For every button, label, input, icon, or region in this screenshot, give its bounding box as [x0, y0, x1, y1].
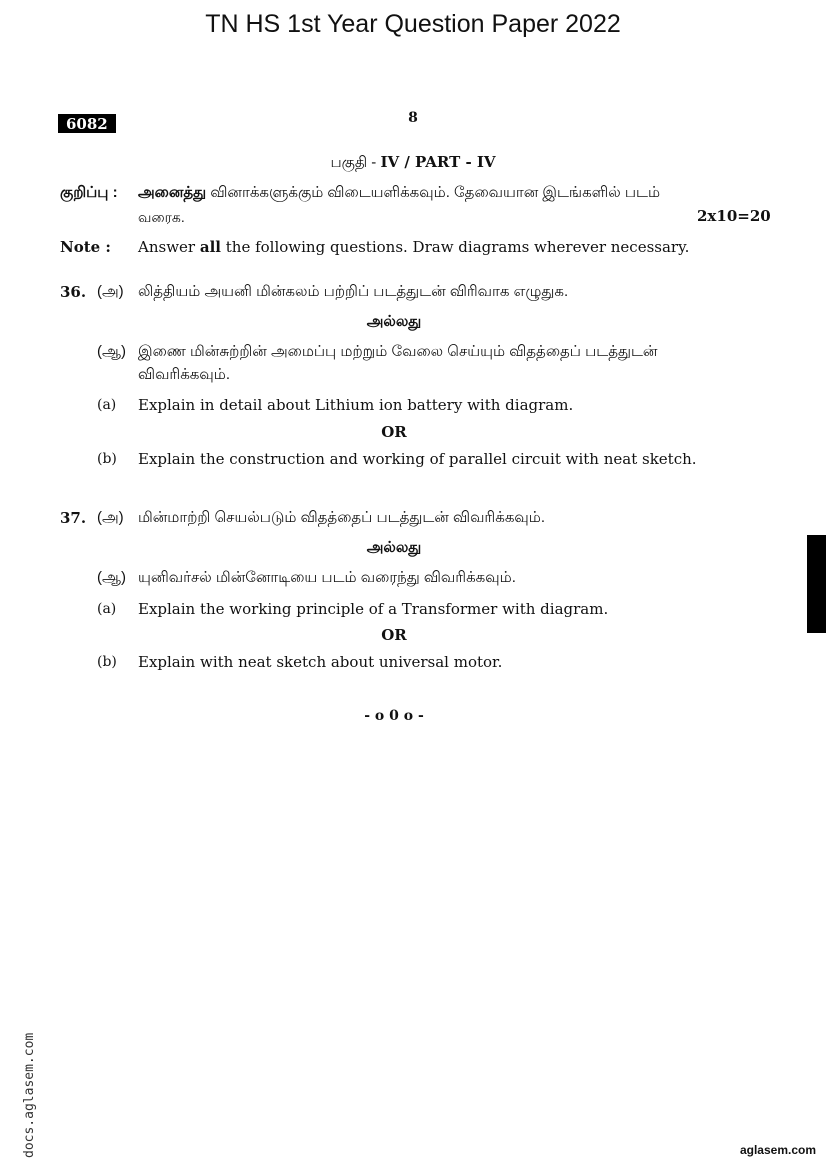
note-text-pre: Answer [138, 238, 200, 256]
part-heading [0, 153, 826, 173]
option-label-english-a: (a) [97, 397, 117, 413]
option-label-english-a: (a) [97, 601, 117, 617]
page-number: 8 [408, 110, 418, 126]
instruction-label-tamil: குறிப்பு : [60, 184, 118, 201]
question-english-b: Explain with neat sketch about universal motor. [138, 653, 503, 671]
question-tamil-b: யுனிவர்சல் மின்னோடியை படம் வரைந்து விவரிக்கவும். [138, 569, 516, 586]
part-heading-tamil: பகுதி - [330, 154, 381, 171]
question-number: 37. [60, 509, 87, 527]
or-divider-tamil: அல்லது [366, 313, 422, 330]
question-english-b: Explain the construction and working of parallel circuit with neat sketch. [138, 450, 697, 468]
footer-site-link[interactable]: aglasem.com [739, 1143, 816, 1157]
part-heading-english: IV / PART - IV [380, 153, 496, 171]
question-english-a: Explain the working principle of a Transformer with diagram. [138, 600, 609, 618]
page-edge-tab [807, 535, 826, 633]
question-tamil-a: மின்மாற்றி செயல்படும் விதத்தைப் படத்துடன் விவரிக்கவும். [138, 509, 546, 526]
question-tamil-b: இணை மின்சுற்றின் அமைப்பு மற்றும் வேலை செய்யும் விதத்தைப் படத்துடன் [138, 343, 658, 360]
note-text-bold: all [199, 238, 221, 256]
question-tamil-b-continued: விவரிக்கவும். [138, 366, 230, 383]
option-label-tamil-b: (ஆ) [97, 569, 126, 586]
instruction-text-tamil-line2: வரைக. [138, 209, 185, 225]
instruction-tamil-bold: அனைத்து [138, 184, 207, 201]
instruction-text-tamil-line1 [138, 184, 660, 203]
option-label-tamil-a: (அ) [97, 283, 124, 300]
note-text [138, 238, 689, 256]
or-divider-english: OR [381, 423, 407, 441]
option-label-tamil-a: (அ) [97, 509, 124, 526]
question-english-a: Explain in detail about Lithium ion battery with diagram. [138, 396, 574, 414]
option-label-english-b: (b) [97, 654, 117, 670]
paper-code-badge: 6082 [58, 114, 116, 133]
note-label: Note : [60, 238, 111, 256]
note-text-post: the following questions. Draw diagrams wherever necessary. [220, 238, 690, 256]
instruction-tamil-rest: வினாக்களுக்கும் விடையளிக்கவும். தேவையான இடங்களில் படம் [206, 184, 661, 201]
question-number: 36. [60, 283, 87, 301]
page-title: TN HS 1st Year Question Paper 2022 [205, 10, 621, 38]
or-divider-english: OR [381, 626, 407, 644]
or-divider-tamil: அல்லது [366, 539, 422, 556]
end-mark: - o 0 o - [364, 708, 424, 724]
watermark-text: docs.aglasem.com [22, 1032, 37, 1158]
option-label-tamil-b: (ஆ) [97, 343, 126, 360]
marks-allocation: 2x10=20 [697, 207, 771, 225]
question-tamil-a: லித்தியம் அயனி மின்கலம் பற்றிப் படத்துடன் விரிவாக எழுதுக. [138, 283, 569, 300]
option-label-english-b: (b) [97, 451, 117, 467]
